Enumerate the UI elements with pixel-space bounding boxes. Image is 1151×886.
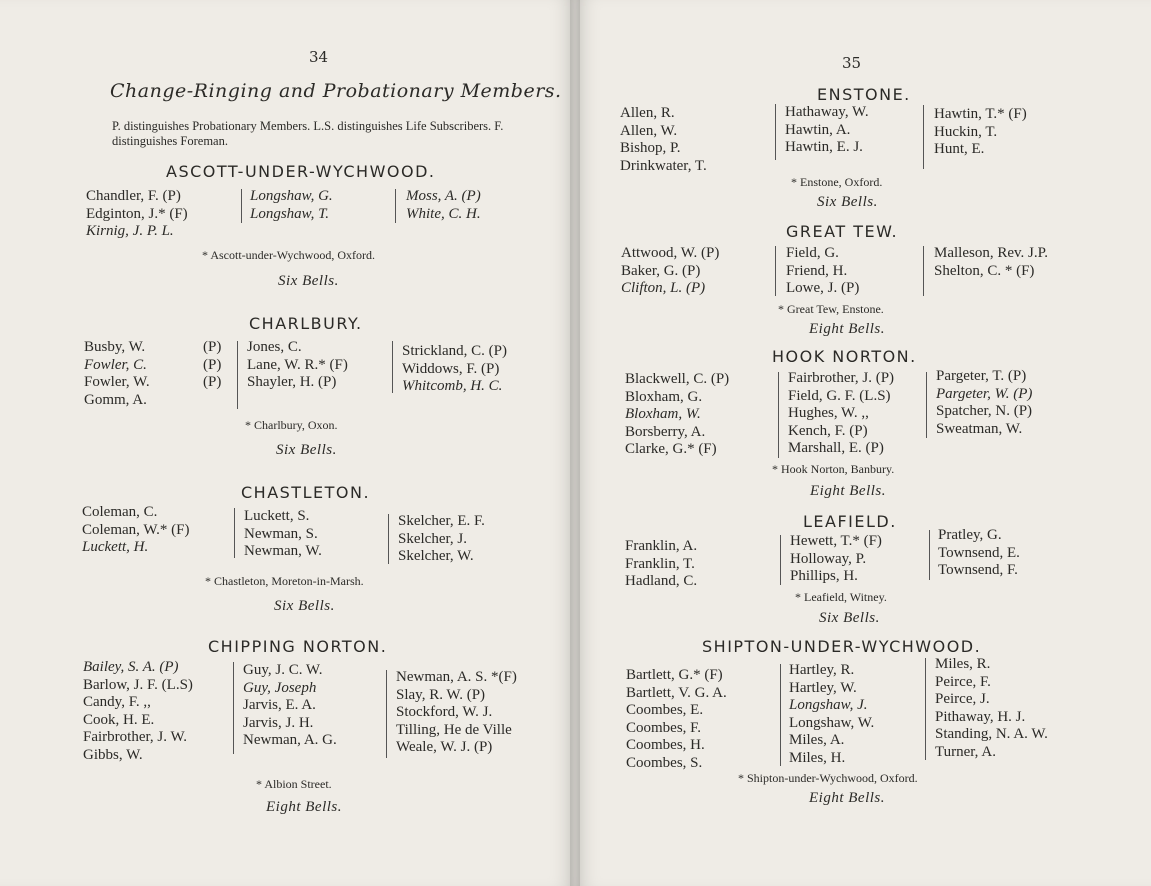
member-name: Longshaw, G.: [250, 188, 333, 204]
column-divider: [780, 535, 781, 585]
member-name: Whitcomb, H. C.: [402, 378, 503, 394]
tower-address: * Albion Street.: [256, 777, 332, 791]
member-name: Hewett, T.* (F): [790, 533, 882, 549]
member-name: Hunt, E.: [934, 141, 985, 157]
member-name: Franklin, A.: [625, 538, 698, 554]
member-name: Pargeter, W. (P): [936, 385, 1033, 402]
member-name: Guy, J. C. W.: [243, 662, 323, 678]
name-column: [244, 508, 322, 561]
member-name: Moss, A. (P): [406, 188, 481, 204]
member-name: Luckett, H.: [82, 539, 149, 555]
member-name: Miles, R.: [935, 656, 991, 672]
member-name: Bishop, P.: [620, 140, 681, 156]
page-number: 35: [842, 54, 862, 72]
name-column: [789, 662, 874, 767]
member-name: Hawtin, E. J.: [785, 139, 863, 155]
member-name: Skelcher, E. F.: [398, 513, 485, 529]
member-name: Longshaw, T.: [250, 205, 330, 222]
member-name: Townsend, F.: [938, 562, 1018, 578]
member-name: Kirnig, J. P. L.: [86, 223, 174, 239]
name-column: [626, 667, 727, 772]
member-name: Bailey, S. A. (P): [83, 659, 179, 675]
tower-address: * Great Tew, Enstone.: [778, 302, 884, 316]
member-name: White, C. H.: [406, 205, 481, 222]
member-name: Candy, F. ,,: [83, 694, 151, 710]
member-name: Shayler, H. (P): [247, 374, 337, 390]
name-column: [788, 370, 894, 458]
column-divider: [233, 662, 234, 754]
member-name: Chandler, F. (P): [86, 188, 181, 204]
member-name: Fowler, W.: [84, 374, 150, 390]
right-page: [575, 0, 1151, 886]
name-column: [83, 659, 193, 764]
column-divider: [929, 530, 930, 580]
member-name: Coleman, W.* (F): [82, 521, 190, 538]
member-name: Hughes, W. ,,: [788, 405, 869, 421]
member-name: Gibbs, W.: [83, 746, 143, 763]
member-name: Jones, C.: [247, 339, 302, 355]
member-name: Fairbrother, J. W.: [83, 729, 187, 745]
member-name: Strickland, C. (P): [402, 343, 507, 359]
member-name: Shelton, C. * (F): [934, 262, 1035, 279]
member-name: Field, G.: [786, 245, 839, 261]
member-name: Allen, R.: [620, 105, 675, 121]
name-column: [406, 188, 481, 223]
status-mark: (P): [203, 374, 222, 390]
member-name: Coombes, E.: [626, 702, 704, 718]
member-name: Widdows, F. (P): [402, 360, 500, 377]
member-name: Blackwell, C. (P): [625, 371, 730, 387]
member-name: Clarke, G.* (F): [625, 441, 717, 457]
name-column: [785, 104, 869, 157]
member-name: Bartlett, V. G. A.: [626, 684, 727, 701]
bell-count: Eight Bells.: [810, 483, 886, 499]
member-name: Pithaway, H. J.: [935, 708, 1026, 725]
member-name: Fairbrother, J. (P): [788, 370, 895, 386]
left-page: [0, 0, 575, 886]
name-column: [402, 343, 507, 396]
member-name: Newman, A. G.: [243, 732, 337, 748]
column-divider: [237, 341, 238, 409]
column-divider: [241, 189, 242, 223]
member-name: Malleson, Rev. J.P.: [934, 245, 1049, 261]
column-divider: [775, 246, 776, 296]
column-divider: [926, 372, 927, 438]
column-divider: [234, 508, 235, 558]
member-name: Luckett, S.: [244, 508, 310, 524]
column-divider: [923, 246, 924, 296]
section-heading-ascott: ASCOTT-UNDER-WYCHWOOD.: [166, 162, 436, 181]
member-name: Friend, H.: [786, 262, 848, 279]
section-heading-shipton: SHIPTON-UNDER-WYCHWOOD.: [702, 637, 982, 656]
bell-count: Six Bells.: [276, 442, 337, 458]
member-name: Bloxham, W.: [625, 406, 701, 422]
member-name: Skelcher, W.: [398, 548, 474, 564]
bell-count: Six Bells.: [817, 194, 878, 210]
name-column: [243, 662, 337, 750]
bell-count: Eight Bells.: [266, 799, 342, 815]
bell-count: Six Bells.: [819, 610, 880, 626]
column-divider: [925, 658, 926, 760]
member-name: Jarvis, E. A.: [243, 697, 316, 713]
name-column: [934, 245, 1048, 280]
member-name: Jarvis, J. H.: [243, 714, 314, 731]
member-name: Lane, W. R.* (F): [247, 356, 348, 373]
name-column: [938, 527, 1020, 580]
bell-count: Eight Bells.: [809, 790, 885, 806]
name-column: [84, 339, 150, 409]
name-column: [790, 533, 882, 586]
bell-count: Six Bells.: [274, 598, 335, 614]
status-column: [203, 339, 221, 392]
member-name: Spatcher, N. (P): [936, 403, 1033, 419]
member-name: Coombes, H.: [626, 737, 705, 753]
member-name: Longshaw, J.: [789, 697, 868, 713]
name-column: [86, 188, 188, 241]
name-column: [620, 105, 707, 175]
member-name: Fowler, C.: [84, 356, 147, 373]
column-divider: [778, 372, 779, 458]
member-name: Lowe, J. (P): [786, 280, 860, 296]
tower-address: * Ascott-under-Wychwood, Oxford.: [202, 248, 375, 262]
section-heading-great-tew: GREAT TEW.: [786, 222, 899, 241]
section-heading-hook-norton: HOOK NORTON.: [772, 347, 917, 366]
member-name: Holloway, P.: [790, 550, 867, 567]
member-name: Newman, W.: [244, 543, 322, 559]
member-name: Newman, S.: [244, 525, 318, 542]
member-name: Gomm, A.: [84, 391, 147, 408]
section-heading-charlbury: CHARLBURY.: [249, 314, 363, 333]
member-name: Miles, H.: [789, 749, 846, 766]
name-column: [247, 339, 348, 392]
member-name: Slay, R. W. (P): [396, 686, 486, 703]
name-column: [786, 245, 859, 298]
column-divider: [775, 104, 776, 160]
column-divider: [392, 341, 393, 393]
member-name: Hawtin, A.: [785, 121, 851, 138]
member-name: Barlow, J. F. (L.S): [83, 676, 193, 693]
section-heading-enstone: ENSTONE.: [817, 85, 911, 104]
tower-address: * Chastleton, Moreton-in-Marsh.: [205, 574, 364, 588]
status-mark: (P): [203, 356, 222, 373]
name-column: [935, 656, 1048, 761]
member-name: Tilling, He de Ville: [396, 721, 512, 738]
member-name: Miles, A.: [789, 732, 845, 748]
name-column: [625, 538, 697, 591]
member-name: Marshall, E. (P): [788, 440, 884, 456]
name-column: [398, 513, 485, 566]
member-name: Phillips, H.: [790, 568, 858, 584]
member-name: Bartlett, G.* (F): [626, 667, 723, 683]
member-name: Peirce, J.: [935, 691, 990, 707]
member-name: Skelcher, J.: [398, 530, 467, 547]
name-column: [82, 504, 190, 557]
column-divider: [386, 670, 387, 758]
name-column: [934, 106, 1027, 159]
member-name: Hathaway, W.: [785, 104, 869, 120]
member-name: Attwood, W. (P): [621, 245, 720, 261]
name-column: [250, 188, 333, 223]
tower-address: * Hook Norton, Banbury.: [772, 462, 895, 476]
tower-address: * Leafield, Witney.: [795, 590, 887, 604]
member-name: Borsberry, A.: [625, 423, 706, 440]
member-name: Longshaw, W.: [789, 714, 875, 731]
member-name: Standing, N. A. W.: [935, 726, 1048, 742]
member-name: Townsend, E.: [938, 544, 1020, 561]
member-name: Peirce, F.: [935, 673, 991, 690]
member-name: Edginton, J.* (F): [86, 205, 188, 222]
column-divider: [395, 189, 396, 223]
member-name: Drinkwater, T.: [620, 157, 707, 174]
member-name: Bloxham, G.: [625, 388, 703, 405]
member-name: Newman, A. S. *(F): [396, 669, 517, 685]
bell-count: Six Bells.: [278, 273, 339, 289]
member-name: Pratley, G.: [938, 527, 1002, 543]
member-name: Weale, W. J. (P): [396, 739, 493, 755]
section-heading-chastleton: CHASTLETON.: [241, 483, 371, 502]
legend-note: P. distinguishes Probationary Members. L.S. distinguishes Life Subscribers. F. distinguishes Foreman.: [112, 119, 504, 148]
bell-count: Eight Bells.: [809, 321, 885, 337]
section-heading-chipping-norton: CHIPPING NORTON.: [208, 637, 388, 656]
tower-address: * Enstone, Oxford.: [791, 175, 883, 189]
member-name: Hartley, R.: [789, 662, 855, 678]
name-column: [625, 371, 729, 459]
column-divider: [780, 664, 781, 766]
section-heading-leafield: LEAFIELD.: [803, 512, 897, 531]
page-number: 34: [309, 48, 329, 66]
name-column: [621, 245, 719, 298]
member-name: Stockford, W. J.: [396, 704, 493, 720]
member-name: Kench, F. (P): [788, 422, 868, 439]
member-name: Allen, W.: [620, 122, 678, 139]
name-column: [936, 368, 1032, 438]
member-name: Pargeter, T. (P): [936, 368, 1027, 384]
member-name: Coombes, S.: [626, 754, 703, 771]
tower-address: * Charlbury, Oxon.: [245, 418, 338, 432]
member-name: Cook, H. E.: [83, 711, 155, 728]
member-name: Clifton, L. (P): [621, 280, 706, 296]
member-name: Field, G. F. (L.S): [788, 387, 891, 404]
book-gutter: [570, 0, 580, 886]
member-name: Baker, G. (P): [621, 262, 701, 279]
page-title: Change-Ringing and Probationary Members.: [110, 80, 562, 102]
member-name: Huckin, T.: [934, 123, 998, 140]
member-name: Coombes, F.: [626, 719, 702, 736]
member-name: Guy, Joseph: [243, 679, 317, 696]
member-name: Turner, A.: [935, 743, 996, 760]
tower-address: * Shipton-under-Wychwood, Oxford.: [738, 771, 918, 785]
member-name: Hawtin, T.* (F): [934, 106, 1027, 122]
column-divider: [923, 105, 924, 169]
name-column: [396, 669, 517, 757]
member-name: Busby, W.: [84, 339, 146, 355]
column-divider: [388, 514, 389, 564]
member-name: Coleman, C.: [82, 504, 158, 520]
member-name: Franklin, T.: [625, 555, 695, 572]
status-mark: (P): [203, 339, 222, 355]
member-name: Sweatman, W.: [936, 420, 1023, 437]
member-name: Hartley, W.: [789, 679, 857, 696]
member-name: Hadland, C.: [625, 573, 698, 589]
